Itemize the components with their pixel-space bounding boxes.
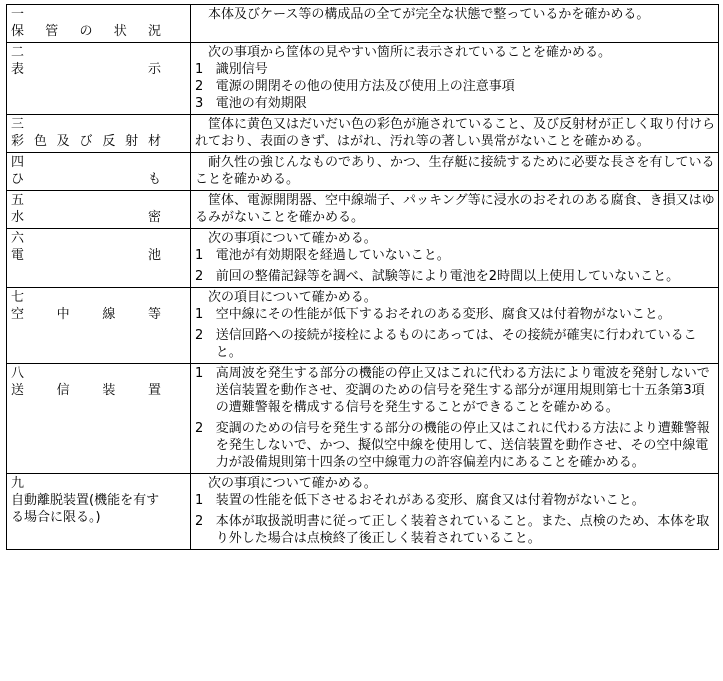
item-description-cell (191, 229, 719, 288)
item-heading-cell (7, 153, 191, 191)
description-text: 本体及びケース等の構成品の全てが完全な状態で整っているかを確かめる。 (208, 7, 650, 22)
sub-item-text: 変調のための信号を発生する部分の機能の停止又はこれに代わる方法により遭難警報を発生しないで、かつ、擬似空中線を使用して、送信装置を動作させ、その空中線電力が設備規則第十四条の空中線電力の許容偏差内にあることを確かめる。 (215, 421, 710, 470)
description-text: 次の事項について確かめる。 (208, 476, 377, 491)
sub-item (195, 78, 715, 95)
description-text: 次の事項から筐体の見やすい箇所に表示されていることを確かめる。 (208, 45, 612, 60)
table-row (7, 153, 719, 191)
table-row (7, 191, 719, 229)
sub-item-text: 装置の性能を低下させるおそれがある変形、腐食又は付着物がないこと。 (215, 493, 645, 508)
item-heading-cell (7, 229, 191, 288)
item-heading-cell (7, 5, 191, 43)
inspection-table (6, 4, 719, 550)
sub-item-text: 前回の整備記録等を調べ、試験等により電池を2時間以上使用していないこと。 (215, 269, 680, 284)
item-description-cell (191, 288, 719, 364)
item-title: 水 密 (11, 210, 161, 225)
item-number: 四 (11, 155, 25, 170)
item-description-cell (191, 5, 719, 43)
sub-item (195, 420, 715, 471)
item-title: 空 中 線 等 (11, 307, 161, 322)
item-heading-cell (7, 43, 191, 115)
item-title: 電 池 (11, 248, 161, 263)
item-title: ひ も (11, 172, 161, 187)
table-row (7, 115, 719, 153)
item-number: 一 (11, 7, 25, 22)
sub-item (195, 268, 715, 285)
item-heading-cell (7, 288, 191, 364)
sub-item-text: 空中線にその性能が低下するおそれのある変形、腐食又は付着物がないこと。 (215, 307, 671, 322)
sub-item (195, 492, 715, 509)
sub-item-number: 1 (195, 62, 204, 77)
item-description-cell (191, 115, 719, 153)
sub-item-number: 2 (195, 269, 204, 284)
item-number: 五 (11, 193, 25, 208)
item-heading-cell (7, 115, 191, 153)
item-description-cell (191, 191, 719, 229)
sub-item-text: 高周波を発生する部分の機能の停止又はこれに代わる方法により電波を発射しないで送信装置を動作させ、変調のための信号を発生する部分が運用規則第七十五条第3項の遭難警報を構成する信号を発生することができることを確かめる。 (215, 366, 710, 415)
sub-item-text: 送信回路への接続が接栓によるものにあっては、その接続が確実に行われていること。 (215, 328, 697, 360)
item-number: 三 (11, 117, 25, 132)
table-row (7, 364, 719, 474)
table-row (7, 288, 719, 364)
item-description-cell (191, 43, 719, 115)
item-number: 二 (11, 45, 25, 60)
sub-item-number: 1 (195, 493, 204, 508)
item-title: 彩 色 及 び 反 射 材 (11, 134, 161, 149)
item-title: 自動離脱装置(機能を有する場合に限る。) (11, 493, 160, 525)
sub-item-text: 識別信号 (215, 62, 268, 77)
sub-item (195, 327, 715, 361)
item-number: 九 (11, 476, 25, 491)
item-number: 六 (11, 231, 25, 246)
sub-item (195, 306, 715, 323)
sub-item (195, 513, 715, 547)
table-row (7, 43, 719, 115)
description-text: 次の事項について確かめる。 (208, 231, 377, 246)
sub-item-number: 2 (195, 514, 204, 529)
table-row (7, 5, 719, 43)
sub-item-text: 本体が取扱説明書に従って正しく装着されていること。また、点検のため、本体を取り外した場合は点検終了後正しく装着されていること。 (215, 514, 710, 546)
item-title: 表 示 (11, 62, 161, 77)
description-text: 耐久性の強じんなものであり、かつ、生存艇に接続するために必要な長さを有していることを確かめる。 (195, 155, 715, 187)
sub-item-number: 3 (195, 96, 204, 111)
sub-item-number: 1 (195, 366, 204, 381)
item-description-cell (191, 474, 719, 550)
item-heading-cell (7, 474, 191, 550)
sub-item-number: 1 (195, 307, 204, 322)
description-text: 次の項目について確かめる。 (208, 290, 377, 305)
table-row (7, 474, 719, 550)
sub-item-text: 電源の開閉その他の使用方法及び使用上の注意事項 (215, 79, 515, 94)
description-text: 筐体、電源開閉器、空中線端子、パッキング等に浸水のおそれのある腐食、き損又はゆるみがないことを確かめる。 (195, 193, 715, 225)
item-number: 八 (11, 366, 25, 381)
inspection-table-body (7, 5, 719, 550)
item-title: 保 管 の 状 況 (11, 24, 161, 39)
sub-item-number: 2 (195, 421, 204, 436)
item-description-cell (191, 153, 719, 191)
sub-item (195, 247, 715, 264)
item-title: 送 信 装 置 (11, 383, 161, 398)
sub-item-number: 2 (195, 79, 204, 94)
sub-item-text: 電池の有効期限 (215, 96, 307, 111)
sub-item (195, 61, 715, 78)
sub-item-number: 2 (195, 328, 204, 343)
description-text: 筐体に黄色又はだいだい色の彩色が施されていること、及び反射材が正しく取り付けられており、表面のきず、はがれ、汚れ等の著しい異常がないことを確かめる。 (195, 117, 716, 149)
sub-item-text: 電池が有効期限を経過していないこと。 (215, 248, 450, 263)
item-description-cell (191, 364, 719, 474)
item-heading-cell (7, 191, 191, 229)
item-heading-cell (7, 364, 191, 474)
table-row (7, 229, 719, 288)
sub-item (195, 365, 715, 416)
sub-item-number: 1 (195, 248, 204, 263)
sub-item (195, 95, 715, 112)
item-number: 七 (11, 290, 25, 305)
